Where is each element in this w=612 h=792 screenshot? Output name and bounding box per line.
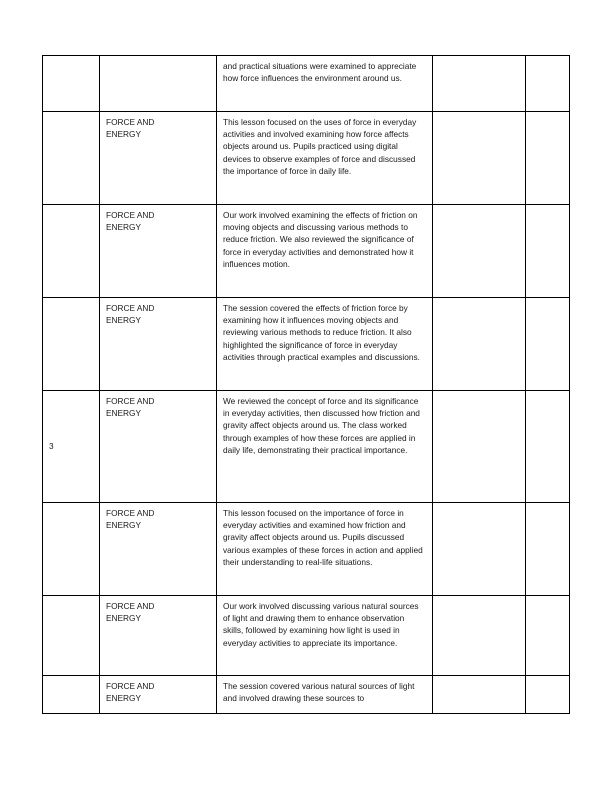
- table-row: [43, 112, 570, 205]
- strand-cell: [100, 391, 217, 503]
- strand-cell: [100, 596, 217, 676]
- lesson-log-table: [42, 55, 570, 714]
- empty-cell: [526, 56, 570, 112]
- strand-cell: [100, 205, 217, 298]
- week-cell: [43, 596, 100, 676]
- strand-label: FORCE AND ENERGY: [106, 508, 155, 531]
- empty-cell: [433, 503, 526, 596]
- strand-cell: [100, 503, 217, 596]
- description-cell: [217, 298, 433, 391]
- lesson-description: We reviewed the concept of force and its significance in everyday activities, then discussed how friction and gravity affect objects around us. The class worked through examples of how these forces are applied in daily life, demonstrating their practical importance.: [223, 396, 420, 455]
- lesson-description: The session covered various natural sources of light and involved drawing these sources to: [223, 681, 415, 704]
- empty-cell: [433, 391, 526, 503]
- lesson-description: This lesson focused on the importance of force in everyday activities and examined how friction and gravity affect objects around us. Pupils discussed various examples of these forces in action and applied their understanding to real-life situations.: [223, 508, 423, 567]
- strand-label: FORCE AND ENERGY: [106, 396, 155, 419]
- table-row: [43, 56, 570, 112]
- description-cell: [217, 676, 433, 714]
- strand-label: FORCE AND ENERGY: [106, 303, 155, 326]
- strand-cell: [100, 676, 217, 714]
- table-row: [43, 596, 570, 676]
- empty-cell: [433, 676, 526, 714]
- empty-cell: [433, 298, 526, 391]
- description-cell: [217, 391, 433, 503]
- strand-label: FORCE AND ENERGY: [106, 117, 155, 140]
- empty-cell: [526, 112, 570, 205]
- strand-cell: [100, 112, 217, 205]
- week-cell: [43, 56, 100, 112]
- week-cell: [43, 298, 100, 391]
- lesson-description: The session covered the effects of friction force by examining how it influences moving objects and reviewing various methods to reduce friction. It also highlighted the significance of force in everyday activities through practical examples and discussions.: [223, 303, 420, 362]
- empty-cell: [433, 596, 526, 676]
- lesson-description: and practical situations were examined to appreciate how force influences the environment around us.: [223, 61, 417, 84]
- strand-label: FORCE AND ENERGY: [106, 210, 155, 233]
- table-row: [43, 676, 570, 714]
- strand-label: FORCE AND ENERGY: [106, 601, 155, 624]
- description-cell: [217, 205, 433, 298]
- description-cell: [217, 56, 433, 112]
- empty-cell: [433, 112, 526, 205]
- description-cell: [217, 503, 433, 596]
- description-cell: [217, 112, 433, 205]
- lesson-description: Our work involved discussing various natural sources of light and drawing them to enhance observation skills, followed by examining how light is used in everyday activities to appreciate its importance.: [223, 601, 419, 648]
- table-row: [43, 503, 570, 596]
- lesson-description: This lesson focused on the uses of force in everyday activities and involved examining how force affects objects around us. Pupils practiced using digital devices to observe examples of force and discussed the importance of force in daily life.: [223, 117, 417, 176]
- empty-cell: [526, 205, 570, 298]
- empty-cell: [526, 503, 570, 596]
- week-cell: [43, 205, 100, 298]
- strand-cell: [100, 56, 217, 112]
- table-row: [43, 205, 570, 298]
- lesson-description: Our work involved examining the effects of friction on moving objects and discussing various methods to reduce friction. We also reviewed the significance of force in everyday activities and demonstrated how it influences motion.: [223, 210, 418, 269]
- week-number: 3: [49, 441, 54, 452]
- empty-cell: [526, 596, 570, 676]
- strand-label: FORCE AND ENERGY: [106, 681, 155, 704]
- empty-cell: [526, 676, 570, 714]
- empty-cell: [433, 56, 526, 112]
- week-cell: [43, 503, 100, 596]
- week-cell: [43, 391, 100, 503]
- strand-cell: [100, 298, 217, 391]
- week-cell: [43, 112, 100, 205]
- week-cell: [43, 676, 100, 714]
- table-row: [43, 391, 570, 503]
- empty-cell: [433, 205, 526, 298]
- table-row: [43, 298, 570, 391]
- empty-cell: [526, 391, 570, 503]
- empty-cell: [526, 298, 570, 391]
- description-cell: [217, 596, 433, 676]
